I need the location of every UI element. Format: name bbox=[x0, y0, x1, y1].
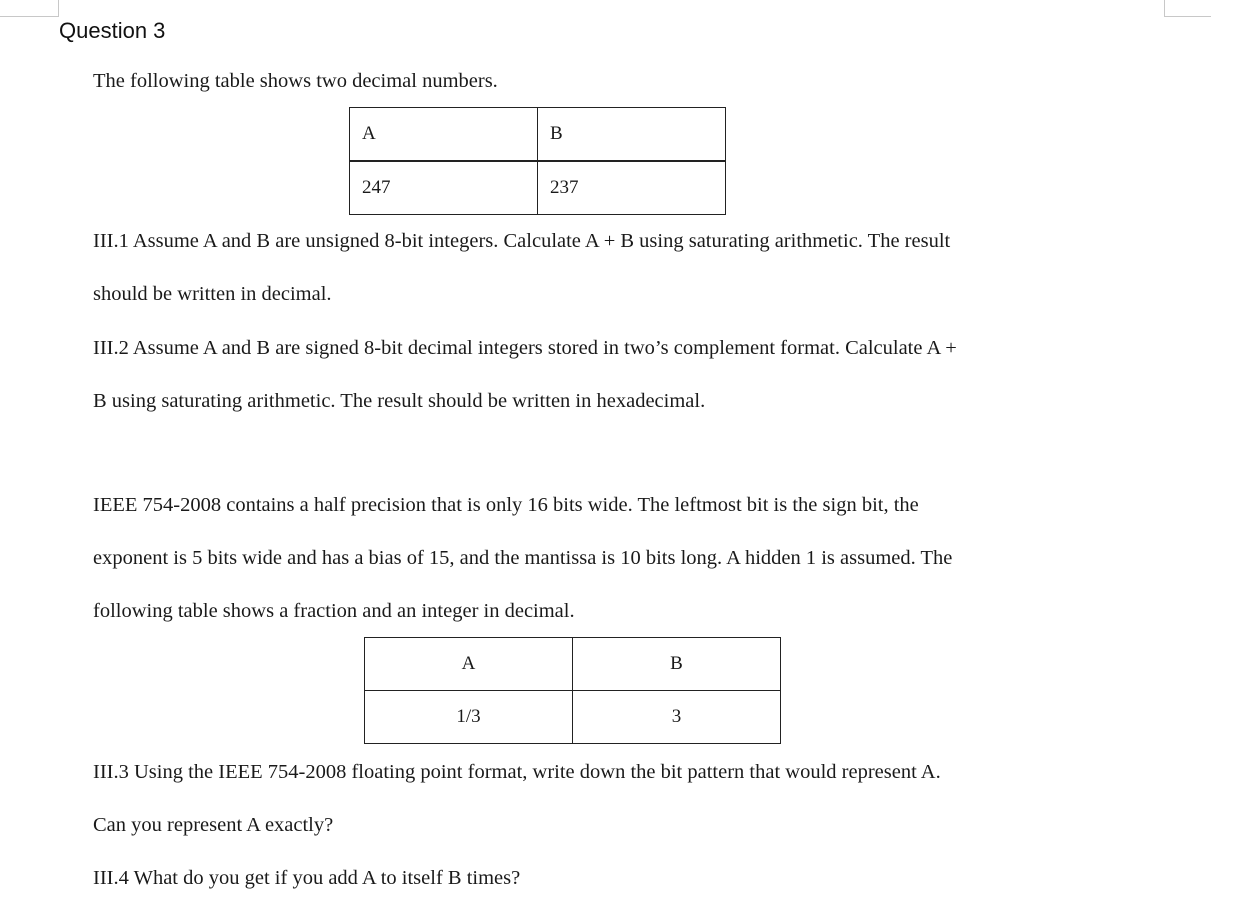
question-line: B using saturating arithmetic. The result should be written in hexadecimal. bbox=[93, 390, 706, 412]
question-line: Can you represent A exactly? bbox=[93, 814, 334, 836]
question-line: III.3 Using the IEEE 754-2008 floating point format, write down the bit pattern that would represent A. bbox=[93, 761, 941, 783]
question-line: III.2 Assume A and B are signed 8-bit decimal integers stored in two’s complement format. Calculate A + bbox=[93, 337, 957, 359]
question-heading: Question 3 bbox=[59, 18, 166, 43]
intro-text: The following table shows two decimal numbers. bbox=[93, 70, 498, 92]
table-value-row bbox=[350, 161, 726, 215]
question-iii-3 bbox=[93, 746, 941, 852]
table-header-row bbox=[365, 638, 781, 691]
question-line: III.4 What do you get if you add A to itself B times? bbox=[93, 867, 521, 889]
table-header-cell-a: A bbox=[350, 108, 538, 162]
question-iii-1 bbox=[93, 215, 950, 321]
table-header-cell-b: B bbox=[573, 638, 781, 691]
question-iii-4 bbox=[93, 852, 520, 905]
table-value-row bbox=[365, 691, 781, 744]
table-value-cell-b: 237 bbox=[538, 161, 726, 215]
description-line: exponent is 5 bits wide and has a bias of 15, and the mantissa is 10 bits long. A hidden 1 is assumed. The bbox=[93, 547, 953, 569]
page-corner-mark-left bbox=[0, 0, 59, 17]
description-line: following table shows a fraction and an integer in decimal. bbox=[93, 600, 575, 622]
question-line: should be written in decimal. bbox=[93, 283, 332, 305]
table-header-cell-b: B bbox=[538, 108, 726, 162]
question-line: III.1 Assume A and B are unsigned 8-bit integers. Calculate A + B using saturating arithmetic. The result bbox=[93, 230, 951, 252]
description-line: IEEE 754-2008 contains a half precision that is only 16 bits wide. The leftmost bit is the sign bit, the bbox=[93, 494, 919, 516]
page-corner-mark-right bbox=[1164, 0, 1211, 17]
numbers-table bbox=[349, 107, 726, 215]
fraction-integer-table bbox=[364, 637, 781, 744]
table-value-cell-a: 247 bbox=[350, 161, 538, 215]
table-header-row bbox=[350, 108, 726, 162]
ieee-description bbox=[93, 479, 952, 638]
table-header-cell-a: A bbox=[365, 638, 573, 691]
table-value-cell-b: 3 bbox=[573, 691, 781, 744]
question-iii-2 bbox=[93, 322, 957, 428]
table-value-cell-a: 1/3 bbox=[365, 691, 573, 744]
